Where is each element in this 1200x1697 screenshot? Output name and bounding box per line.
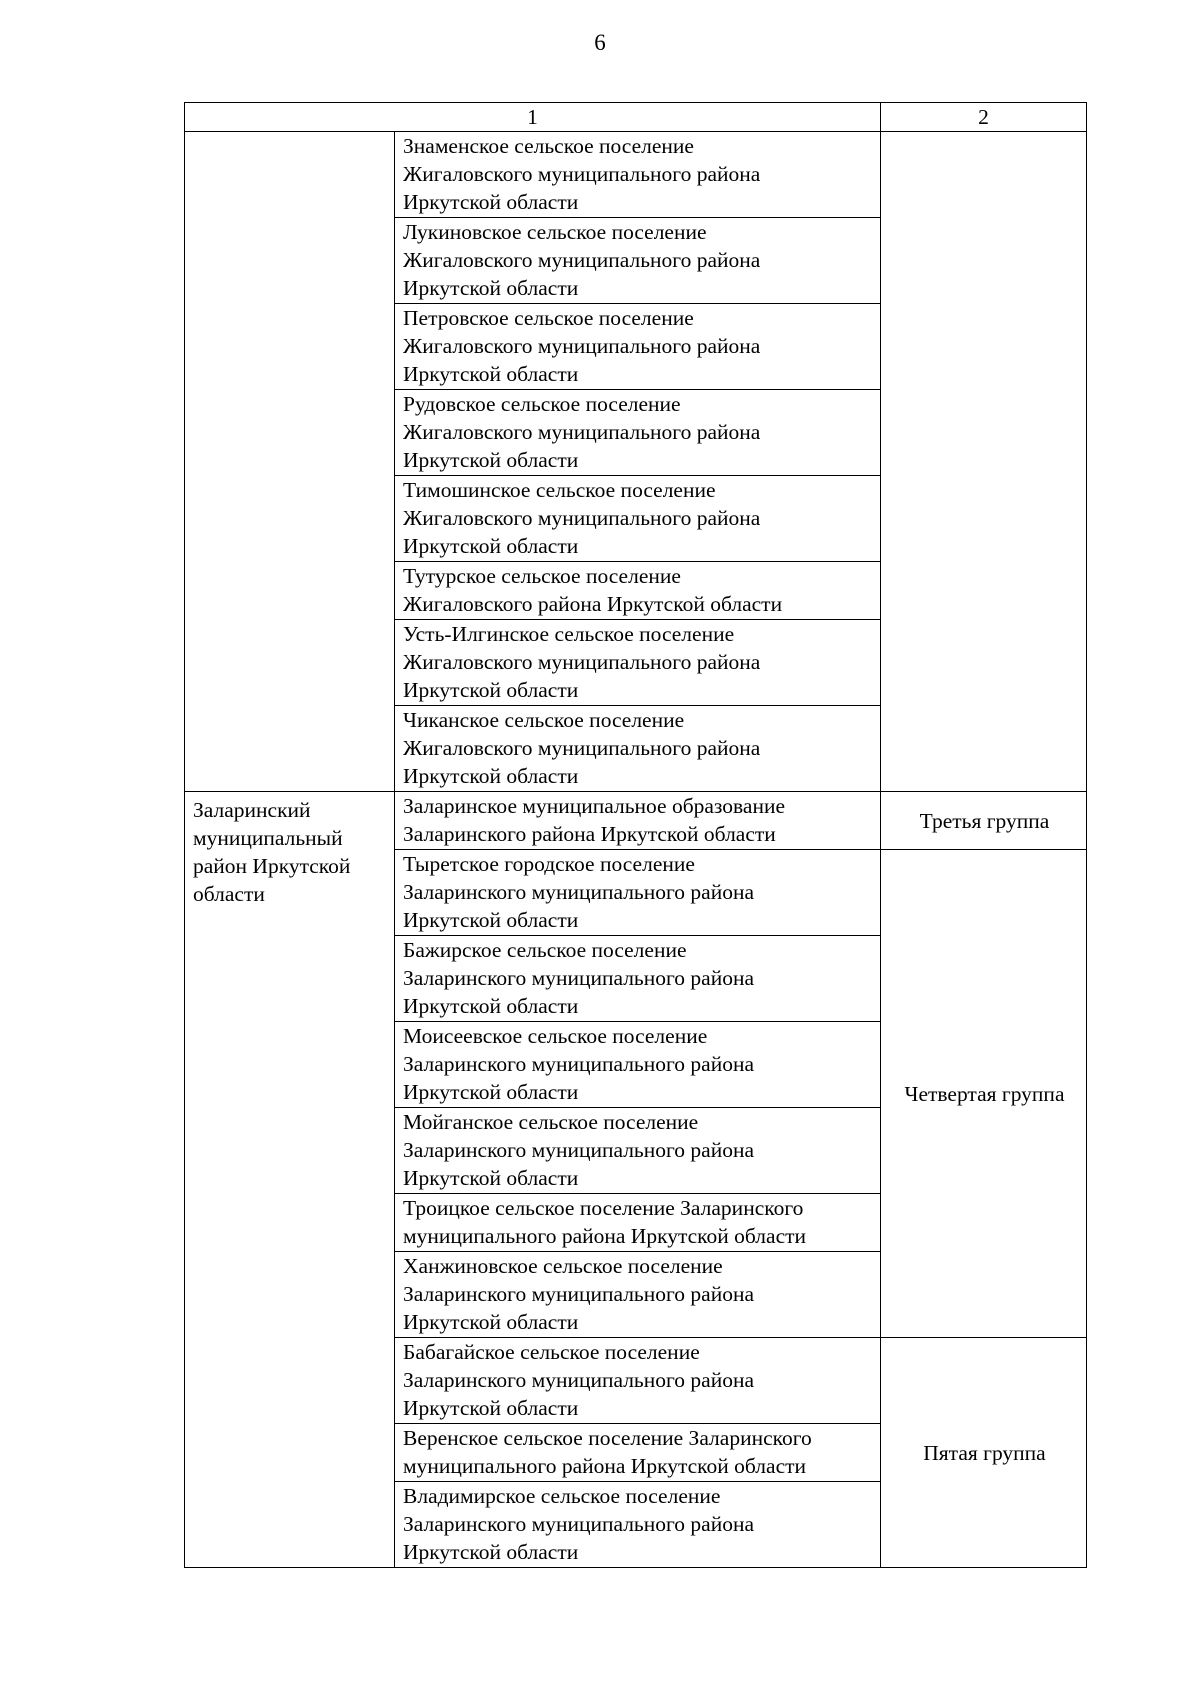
group-cell: Третья группа xyxy=(881,792,1087,850)
municipality-cell: Мойганское сельское поселение Заларинского муниципального района Иркутской области xyxy=(395,1108,881,1194)
table-header-row xyxy=(185,103,1087,132)
municipality-cell: Тыретское городское поселение Заларинского муниципального района Иркутской области xyxy=(395,850,881,936)
municipality-cell: Бабагайское сельское поселение Заларинского муниципального района Иркутской области xyxy=(395,1338,881,1424)
municipality-cell: Рудовское сельское поселение Жигаловского муниципального района Иркутской области xyxy=(395,390,881,476)
groups-table xyxy=(184,102,1087,1568)
municipality-cell: Лукиновское сельское поселение Жигаловского муниципального района Иркутской области xyxy=(395,218,881,304)
group-cell-continued xyxy=(881,132,1087,792)
table-row xyxy=(185,132,1087,218)
municipality-cell: Ханжиновское сельское поселение Заларинского муниципального района Иркутской области xyxy=(395,1252,881,1338)
municipality-cell: Владимирское сельское поселение Заларинского муниципального района Иркутской области xyxy=(395,1482,881,1568)
group-cell: Пятая группа xyxy=(881,1338,1087,1568)
municipality-cell: Веренское сельское поселение Заларинского муниципального района Иркутской области xyxy=(395,1424,881,1482)
table-row xyxy=(185,792,1087,850)
page-number: 6 xyxy=(594,30,606,55)
municipality-cell: Петровское сельское поселение Жигаловского муниципального района Иркутской области xyxy=(395,304,881,390)
municipality-cell: Заларинское муниципальное образование Заларинского района Иркутской области xyxy=(395,792,881,850)
table-body xyxy=(185,103,1087,1568)
district-cell: Заларинский муниципальный район Иркутской области xyxy=(185,792,395,1568)
district-cell-continued xyxy=(185,132,395,792)
municipality-cell: Моисеевское сельское поселение Заларинского муниципального района Иркутской области xyxy=(395,1022,881,1108)
municipality-cell: Тутурское сельское поселение Жигаловского района Иркутской области xyxy=(395,562,881,620)
group-cell: Четвертая группа xyxy=(881,850,1087,1338)
municipality-cell: Усть-Илгинское сельское поселение Жигаловского муниципального района Иркутской области xyxy=(395,620,881,706)
municipality-cell: Чиканское сельское поселение Жигаловского муниципального района Иркутской области xyxy=(395,706,881,792)
municipality-cell: Знаменское сельское поселение Жигаловского муниципального района Иркутской области xyxy=(395,132,881,218)
municipality-cell: Тимошинское сельское поселение Жигаловского муниципального района Иркутской области xyxy=(395,476,881,562)
municipality-cell: Троицкое сельское поселение Заларинского муниципального района Иркутской области xyxy=(395,1194,881,1252)
column-header-1: 1 xyxy=(185,103,881,132)
column-header-2: 2 xyxy=(881,103,1087,132)
municipality-cell: Бажирское сельское поселение Заларинского муниципального района Иркутской области xyxy=(395,936,881,1022)
